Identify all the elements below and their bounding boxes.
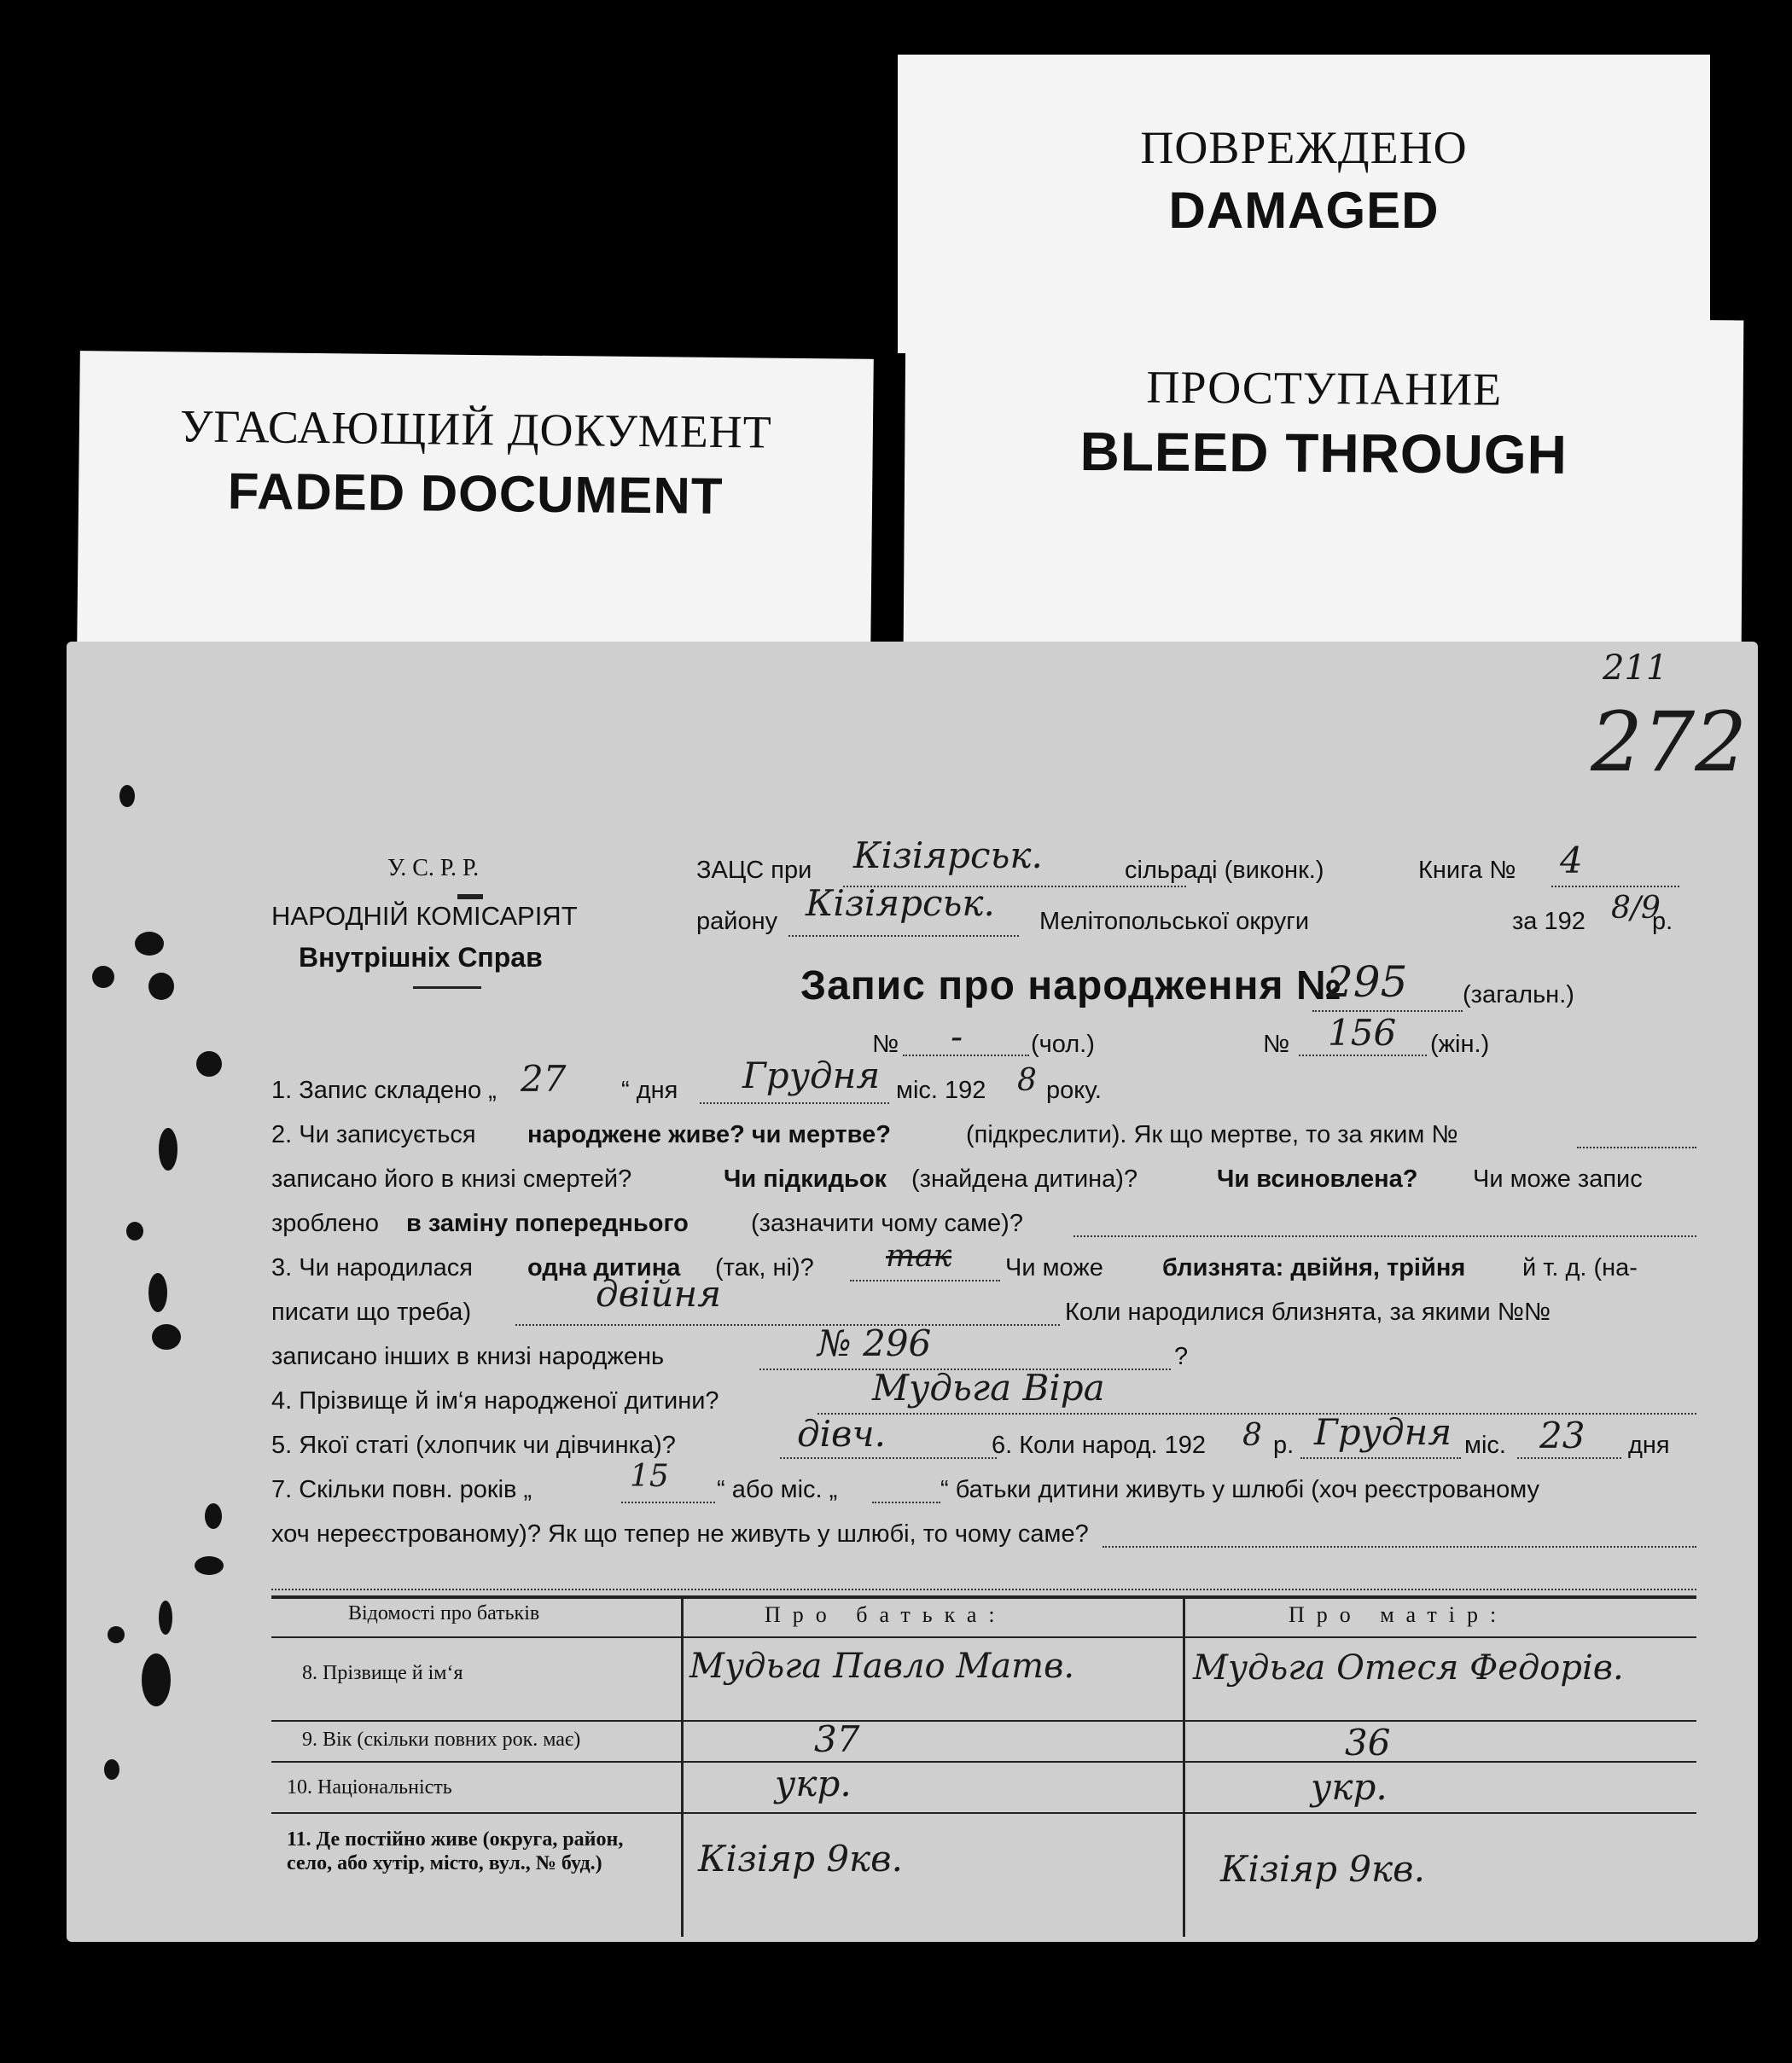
q3-single-value: так [886,1239,952,1274]
book-value: 4 [1560,840,1583,881]
q3-line3-a: записано інших в книзі народжень [271,1343,665,1370]
bleed-notice-en: BLEED THROUGH [1079,421,1568,485]
q2-line2-d: Чи всиновлена? [1217,1165,1418,1193]
q6-day-line [1517,1457,1621,1459]
q2-line1-c: (підкреслити). Як що мертве, то за яким № [966,1121,1458,1148]
punch-hole [152,1324,181,1350]
male-number-value: - [951,1015,963,1057]
damaged-notice-en: DAMAGED [1168,182,1440,239]
q3-twins-line [515,1324,1060,1326]
q1-label-d: року. [1046,1077,1102,1104]
q6-label-d: дня [1628,1432,1670,1459]
female-number-value: 156 [1328,1012,1397,1054]
row-9-mother: 36 [1345,1722,1391,1764]
year-label: за 192 [1512,908,1585,935]
header-mark [457,894,483,899]
book-label: Книга № [1418,857,1516,884]
table-col3-header: Про матір: [1289,1602,1509,1627]
q2-line2-b: Чи підкидьок [724,1165,887,1193]
record-number: 295 [1326,957,1408,1007]
general-label: (загальн.) [1463,981,1574,1008]
q2-line2-e: Чи може запис [1473,1165,1643,1193]
q5-sex-line [780,1457,997,1459]
male-number-line [903,1055,1029,1056]
table-header-border [271,1636,1696,1638]
punch-hole [108,1626,125,1643]
table-col-divider-2 [1183,1595,1185,1937]
male-label: (чол.) [1031,1031,1095,1058]
punch-hole [104,1759,119,1780]
q6-label-c: міс. [1464,1432,1506,1459]
okrug-label: Мелітопольської округи [1039,908,1310,935]
punch-hole [119,785,135,807]
q6-day-value: 23 [1539,1415,1585,1456]
header-underline [413,986,481,989]
q3-line1-e: близнята: двійня, трійня [1162,1254,1466,1281]
faded-notice-en: FADED DOCUMENT [227,462,724,526]
faded-notice-ru: УГАСАЮЩИЙ ДОКУМЕНТ [179,400,773,458]
header-ussr: У. С. Р. Р. [387,855,480,881]
record-title: Запис про народження № [800,963,1343,1008]
punch-hole [205,1503,222,1529]
damaged-notice-card [898,55,1710,353]
row-8-father: Мудьга Павло Матв. [689,1647,1075,1686]
year-value: 8/9 [1611,891,1661,926]
q3-line1-c: (так, ні)? [715,1254,814,1281]
q2-line1-b: народжене живе? чи мертве? [527,1121,891,1148]
q1-year-value: 8 [1017,1063,1037,1098]
zags-value: Кізіярськ. [853,834,1043,876]
table-row-divider [271,1720,1696,1722]
q3-line1-f: й т. д. (на- [1522,1254,1638,1281]
row-8-mother: Мудьга Отеся Федорів. [1193,1648,1624,1688]
punch-hole [148,1273,167,1312]
q1-label-b: “ дня [621,1077,678,1104]
q7-reason-line [1103,1546,1696,1548]
q5-sex-value: дівч. [797,1413,886,1455]
q3-line2-a: писати що треба) [271,1299,472,1326]
header-internal-affairs: Внутрішніх Справ [299,942,543,973]
q3-twins-value: двійня [596,1273,722,1315]
table-row-divider [271,1761,1696,1763]
q2-line3-a: зроблено [271,1210,380,1237]
table-top-border [271,1595,1696,1599]
q3-line1-d: Чи може [1005,1254,1103,1281]
district-value: Кізіярськ. [806,882,995,924]
q7-label-b: “ або міс. „ [717,1476,838,1503]
female-label: (жін.) [1430,1031,1490,1058]
archive-number-large: 272 [1591,694,1748,790]
q3-line1-a: 3. Чи народилася [271,1254,473,1281]
punch-hole [92,966,114,988]
punch-hole [195,1556,224,1575]
q5-label: 5. Якої статі (хлопчик чи дівчинка)? [271,1432,676,1459]
header-commissariat: НАРОДНІЙ КОМІСАРІЯТ [271,901,578,931]
q2-line2-a: записано його в книзі смертей? [271,1165,632,1193]
q2-death-number-line [1577,1147,1696,1148]
birth-record-form [67,642,1758,1942]
row-9-father: 37 [814,1718,860,1760]
q6-year-value: 8 [1242,1418,1262,1453]
q1-month-line [700,1102,889,1104]
q2-line1-a: 2. Чи записується [271,1121,476,1148]
q1-month-value: Грудня [742,1055,881,1096]
punch-hole [159,1128,177,1171]
council-label: сільраді (виконк.) [1125,857,1324,884]
q6-label-a: 6. Коли народ. 192 [992,1432,1206,1459]
q3-line2-b: Коли народилися близнята, за якими №№ [1065,1299,1551,1326]
damaged-notice-ru: ПОВРЕЖДЕНО [1140,122,1468,173]
q4-label: 4. Прізвище й ім‘я народженої дитини? [271,1387,719,1415]
row-9-label: 9. Вік (скільки повних рок. має) [302,1729,581,1751]
q6-label-b: р. [1273,1432,1295,1459]
q2-line3-c: (зазначити чому саме)? [751,1210,1023,1237]
row-11-mother: Кізіяр 9кв. [1220,1848,1425,1890]
female-no-label: № [1263,1031,1290,1058]
q7-years-line [621,1502,715,1503]
q7-years-value: 15 [630,1459,669,1494]
q7-reason-line-2 [271,1589,1696,1590]
punch-hole [159,1601,172,1635]
q2-line3-b: в заміну попереднього [406,1210,689,1237]
q7-line2: хоч нереєстрованому)? Як що тепер не живуть у шлюбі, то чому саме? [271,1520,1089,1548]
district-label: району [696,908,778,935]
q1-label-a: 1. Запис складено „ [271,1077,497,1104]
bleed-through-notice-card [904,315,1744,654]
punch-hole [126,1222,143,1241]
punch-hole [148,973,174,1000]
q6-month-value: Грудня [1314,1411,1452,1453]
q7-label-c: “ батьки дитини живуть у шлюбі (хоч реєстрованому [940,1476,1539,1503]
q7-months-line [872,1502,940,1503]
q3-single-line [850,1280,1000,1281]
district-field-line [788,935,1019,937]
male-no-label: № [872,1031,899,1058]
punch-hole [142,1653,171,1706]
q3-line3-b: ? [1174,1343,1189,1370]
q3-other-value: № 296 [817,1322,932,1364]
punch-hole [135,932,164,956]
row-10-mother: укр. [1311,1766,1388,1808]
year-suffix: р. [1652,908,1673,935]
q7-label-a: 7. Скільки повн. років „ [271,1476,532,1503]
table-col2-header: Про батька: [765,1602,1007,1627]
archive-number-small: 211 [1603,648,1668,688]
row-10-label: 10. Національність [287,1776,452,1799]
row-10-father: укр. [775,1763,852,1804]
q2-reason-line [1073,1235,1696,1237]
row-11-label: 11. Де постійно живе (округа, район, село, або хутір, місто, вул., № буд.) [287,1828,624,1874]
female-number-line [1299,1055,1427,1056]
q1-label-c: міс. 192 [896,1077,986,1104]
q1-day-value: 27 [521,1058,567,1100]
book-field-line [1551,886,1679,887]
table-col1-header: Відомості про батьків [348,1602,540,1624]
table-row-divider [271,1812,1696,1814]
row-11-father: Кізіяр 9кв. [698,1838,903,1880]
row-8-label: 8. Прізвище й ім‘я [302,1662,463,1684]
faded-document-notice-card [77,351,874,658]
punch-hole [196,1051,222,1077]
bleed-notice-ru: ПРОСТУПАНИЕ [1146,361,1503,416]
q4-child-name: Мудьга Віра [872,1367,1105,1409]
zags-label: ЗАЦС при [696,857,812,884]
table-col-divider-1 [681,1595,684,1937]
q6-month-line [1300,1457,1461,1459]
q3-line1-b: одна дитина [527,1254,681,1281]
q2-line2-c: (знайдена дитина)? [911,1165,1138,1193]
